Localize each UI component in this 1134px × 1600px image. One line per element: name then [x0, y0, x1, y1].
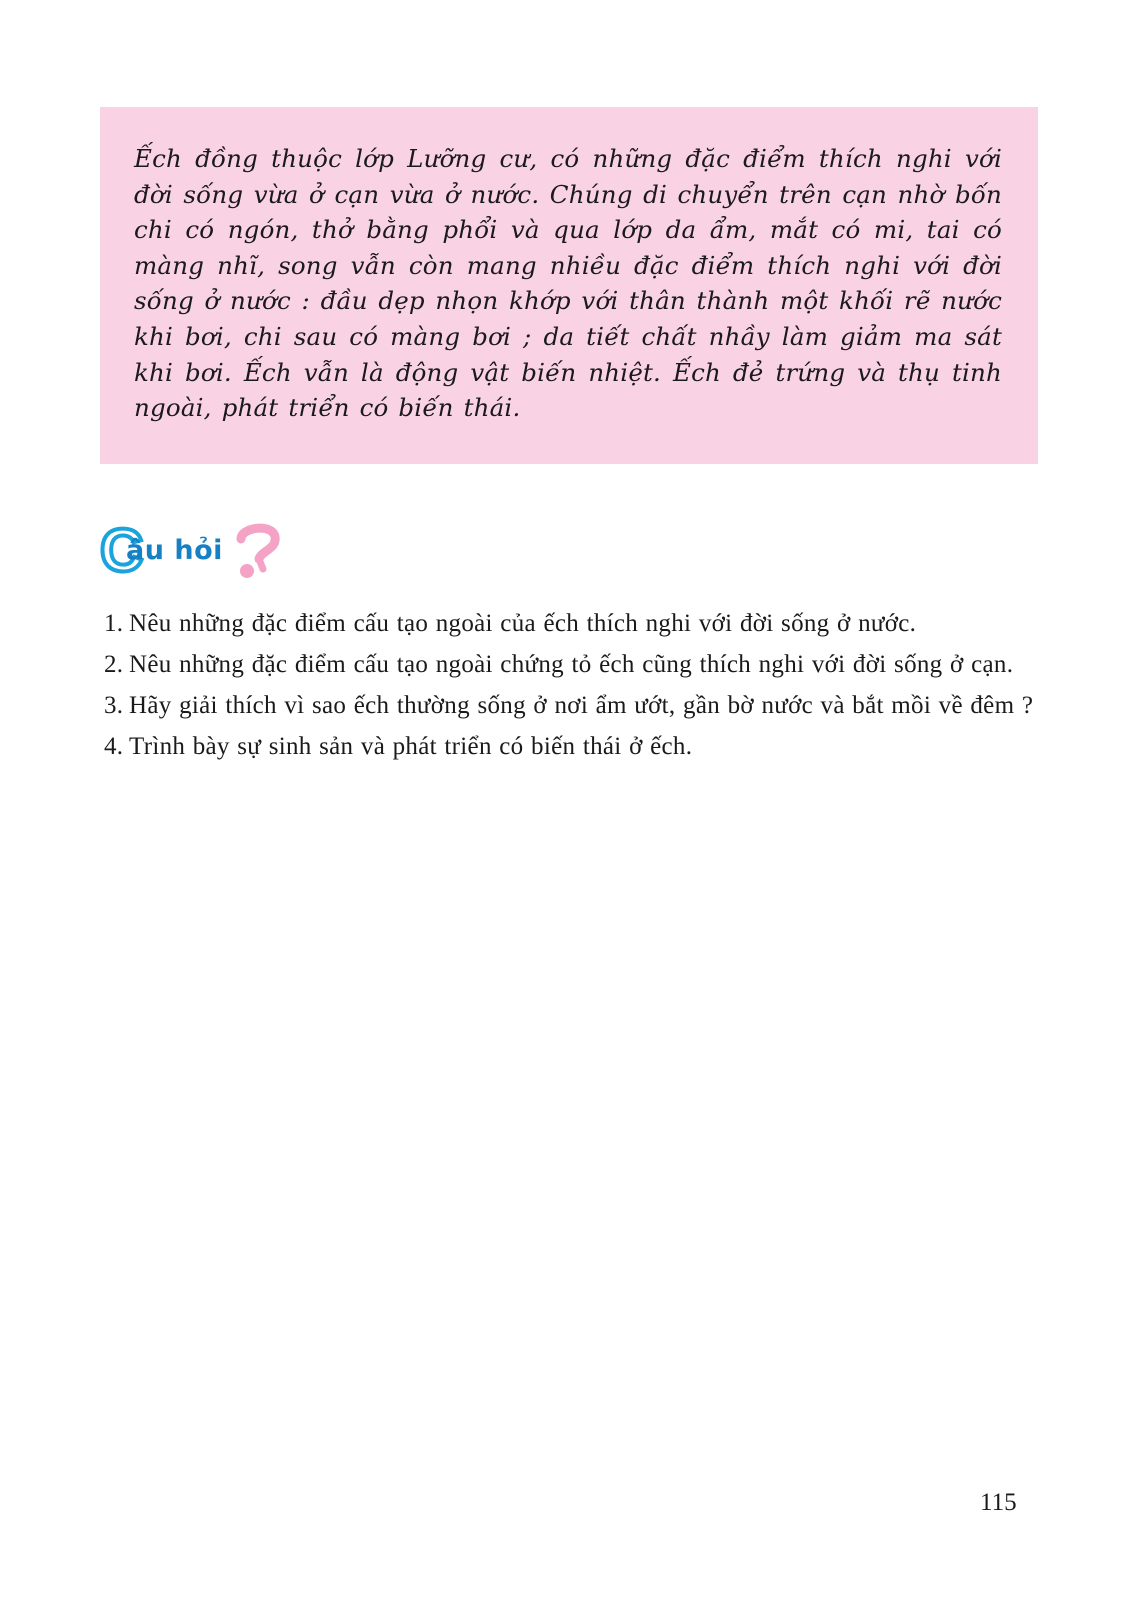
- heading-initial-letter: C: [100, 517, 144, 584]
- question-item: [104, 688, 1038, 723]
- questions-list: [104, 606, 1038, 770]
- question-number: 2.: [104, 651, 124, 678]
- question-text: Hãy giải thích vì sao ếch thường sống ở nơi ẩm ướt, gần bờ nước và bắt mồi về đêm ?: [129, 692, 1034, 719]
- summary-text: Ếch đồng thuộc lớp Lưỡng cư, có những đặc điểm thích nghi với đời sống vừa ở cạn vừa ở nước. Chúng di chuyển trên cạn nhờ bốn chi có ngón, thở bằng phổi và qua lớp da ẩm, mắt có mi, tai có màng nhĩ, song vẫn còn mang nhiều đặc điểm thích nghi với đời sống ở nước : đầu dẹp nhọn khớp với thân thành một khối rẽ nước khi bơi, chi sau có màng bơi ; da tiết chất nhầy làm giảm ma sát khi bơi. Ếch vẫn là động vật biến nhiệt. Ếch đẻ trứng và thụ tinh ngoài, phát triển có biến thái.: [134, 144, 1002, 423]
- question-item: [104, 606, 1038, 641]
- questions-heading: [100, 517, 300, 584]
- summary-box: [100, 107, 1038, 464]
- question-item: [104, 729, 1038, 764]
- question-text: Nêu những đặc điểm cấu tạo ngoài chứng tỏ ếch cũng thích nghi với đời sống ở cạn.: [129, 651, 1014, 678]
- question-number: 3.: [104, 692, 124, 719]
- question-item: [104, 647, 1038, 682]
- question-number: 4.: [104, 733, 124, 760]
- question-text: Nêu những đặc điểm cấu tạo ngoài của ếch thích nghi với đời sống ở nước.: [129, 610, 917, 637]
- heading-title: âu hỏi: [126, 535, 223, 566]
- question-text: Trình bày sự sinh sản và phát triển có biến thái ở ếch.: [129, 733, 693, 760]
- question-mark-icon: [233, 523, 283, 579]
- page-number: 115: [980, 1489, 1017, 1516]
- question-number: 1.: [104, 610, 124, 637]
